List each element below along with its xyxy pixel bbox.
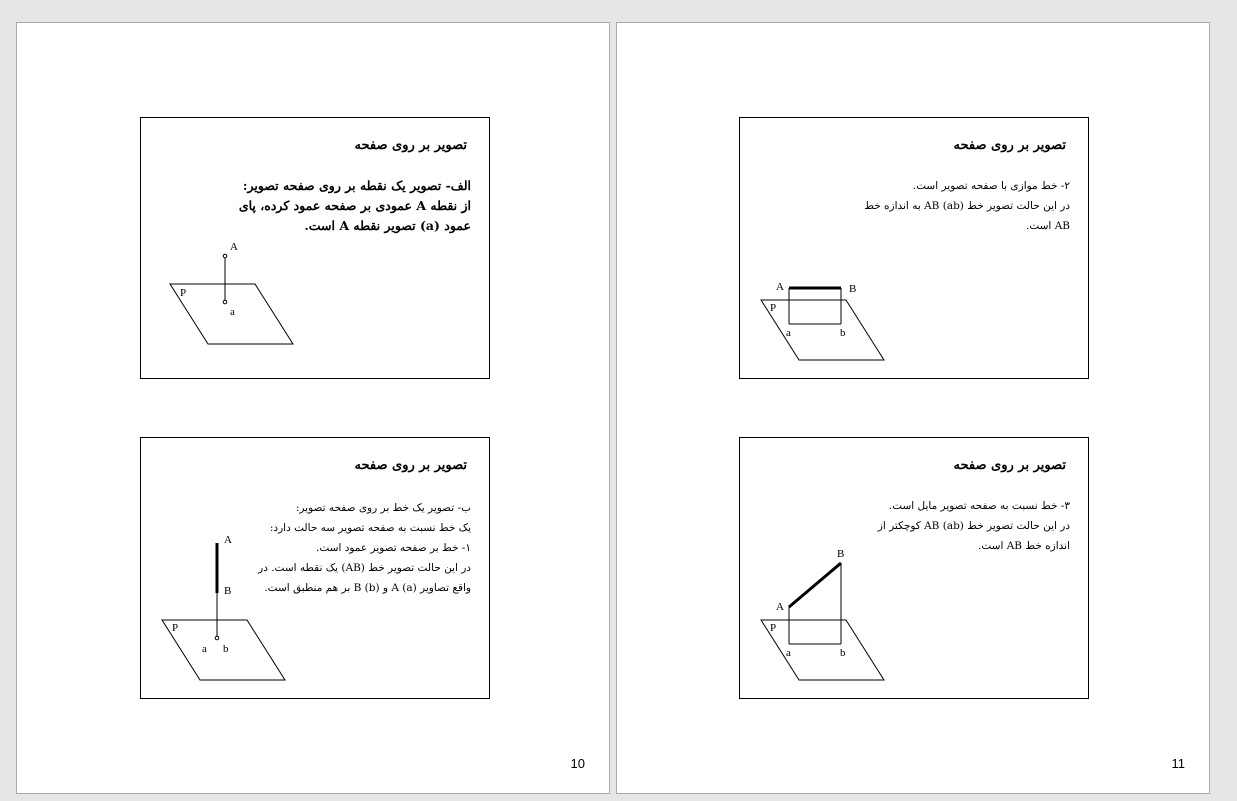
text-line: الف- تصویر یک نقطه بر روی صفحه تصویر: bbox=[242, 178, 471, 193]
slide-inclined-line bbox=[739, 437, 1089, 699]
text-line: AB است. bbox=[1025, 220, 1070, 232]
label-b: b bbox=[840, 327, 846, 339]
text-line: ۲- خط موازی با صفحه تصویر است. bbox=[912, 180, 1070, 192]
text-line: از نقطه A عمودی بر صفحه عمود کرده، پای bbox=[238, 198, 471, 213]
label-P: P bbox=[172, 622, 179, 634]
label-P: P bbox=[180, 287, 187, 299]
parallel-line-diagram bbox=[740, 118, 1090, 380]
label-P: P bbox=[770, 622, 777, 634]
slide-point-projection bbox=[140, 117, 490, 379]
line-AB bbox=[789, 563, 841, 607]
text-line: در این حالت تصویر خط AB (ab) به اندازه خط bbox=[864, 200, 1070, 212]
slide-title: تصویر بر روی صفحه bbox=[354, 138, 467, 153]
perpendicular-line-diagram bbox=[141, 438, 491, 700]
point-projection-diagram bbox=[141, 118, 491, 380]
label-A: A bbox=[776, 601, 784, 613]
projection-plane bbox=[761, 300, 884, 360]
inclined-line-diagram bbox=[740, 438, 1090, 700]
page-11 bbox=[616, 22, 1210, 794]
label-b: b bbox=[840, 647, 846, 659]
text-line: یک خط نسبت به صفحه تصویر سه حالت دارد: bbox=[269, 522, 471, 534]
text-line: در این حالت تصویر خط AB (ab) کوچکتر از bbox=[877, 520, 1070, 532]
label-A: A bbox=[224, 534, 232, 546]
text-line: ب- تصویر یک خط بر روی صفحه تصویر: bbox=[295, 502, 471, 514]
label-B: B bbox=[224, 585, 232, 597]
label-B: B bbox=[849, 283, 857, 295]
slide-title: تصویر بر روی صفحه bbox=[354, 458, 467, 473]
slide-title: تصویر بر روی صفحه bbox=[953, 138, 1066, 153]
label-a: a bbox=[786, 647, 791, 659]
page-number: 11 bbox=[1171, 756, 1185, 771]
projection-point-marker bbox=[215, 636, 219, 640]
label-A: A bbox=[230, 241, 238, 253]
label-A: A bbox=[776, 281, 784, 293]
text-line: اندازه خط AB است. bbox=[978, 540, 1070, 552]
text-line: عمود (a) تصویر نقطه A است. bbox=[304, 218, 471, 233]
slide-perpendicular-line bbox=[140, 437, 490, 699]
text-line: در این حالت تصویر خط (AB) یک نقطه است. در bbox=[258, 562, 471, 574]
point-a-marker bbox=[223, 300, 227, 304]
label-a: a bbox=[230, 306, 235, 318]
text-line: واقع تصاویر A (a) و B (b) بر هم منطبق است. bbox=[264, 582, 471, 594]
label-B: B bbox=[837, 548, 845, 560]
text-line: ۱- خط بر صفحه تصویر عمود است. bbox=[316, 542, 471, 554]
page-number: 10 bbox=[570, 756, 585, 771]
text-line: ۳- خط نسبت به صفحه تصویر مایل است. bbox=[888, 500, 1070, 512]
label-a: a bbox=[786, 327, 791, 339]
label-b: b bbox=[223, 643, 229, 655]
projection-plane bbox=[761, 620, 884, 680]
label-P: P bbox=[770, 302, 777, 314]
page-10 bbox=[16, 22, 610, 794]
point-A-marker bbox=[223, 254, 227, 258]
label-a: a bbox=[202, 643, 207, 655]
slide-parallel-line bbox=[739, 117, 1089, 379]
slide-title: تصویر بر روی صفحه bbox=[953, 458, 1066, 473]
